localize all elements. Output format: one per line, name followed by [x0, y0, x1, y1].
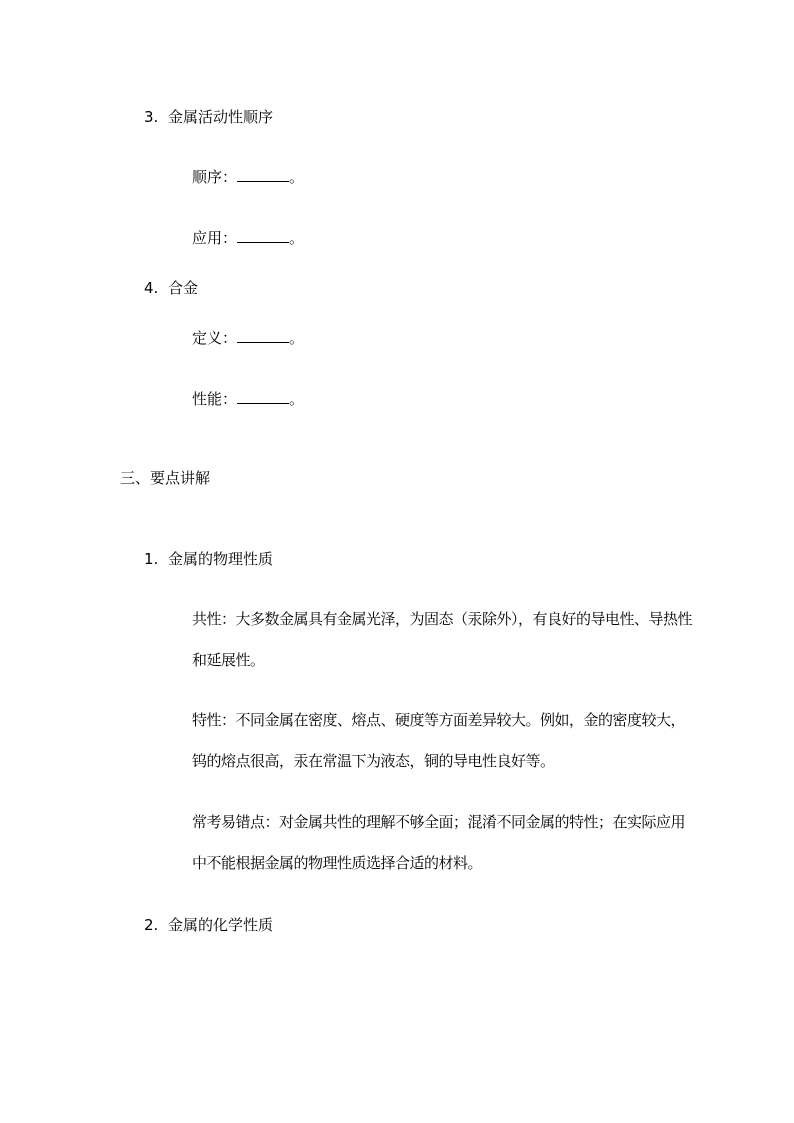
- fill-in-line-order: [192, 167, 304, 187]
- field-label: 顺序：: [192, 168, 238, 186]
- fill-in-line-application: [192, 228, 304, 248]
- item-title: 金属的物理性质: [168, 550, 274, 568]
- paragraph-commonality: 共性：大多数金属具有金属光泽，为固态（汞除外），有良好的导电性、导热性和延展性。: [192, 610, 693, 669]
- field-label: 性能：: [192, 390, 238, 408]
- blank-line: [237, 167, 289, 182]
- blank-line: [237, 228, 289, 243]
- item-title: 金属活动性顺序: [168, 108, 274, 126]
- item-number: 4.: [144, 279, 159, 297]
- item-number: 3.: [144, 108, 159, 126]
- item-title: 合金: [168, 279, 199, 297]
- fill-in-line-definition: [192, 328, 304, 348]
- item-number: 2.: [144, 916, 159, 934]
- item-title: 金属的化学性质: [168, 916, 274, 934]
- item-number: 1.: [144, 550, 159, 568]
- paragraph-common-errors: 常考易错点：对金属共性的理解不够全面；混淆不同金属的特性；在实际应用中不能根据金属的物理性质选择合适的材料。: [192, 813, 686, 872]
- paragraph-specific: 特性：不同金属在密度、熔点、硬度等方面差异较大。例如，金的密度较大，钨的熔点很高，汞在常温下为液态，铜的导电性良好等。: [192, 711, 686, 770]
- blank-line: [237, 328, 289, 343]
- field-label: 应用：: [192, 229, 238, 247]
- fill-in-line-property: [192, 389, 304, 409]
- end-mark: 。: [289, 329, 305, 347]
- section-heading: 三、要点讲解: [120, 469, 211, 487]
- end-mark: 。: [289, 390, 305, 408]
- end-mark: 。: [289, 229, 305, 247]
- end-mark: 。: [289, 168, 305, 186]
- field-label: 定义：: [192, 329, 238, 347]
- blank-line: [237, 389, 289, 404]
